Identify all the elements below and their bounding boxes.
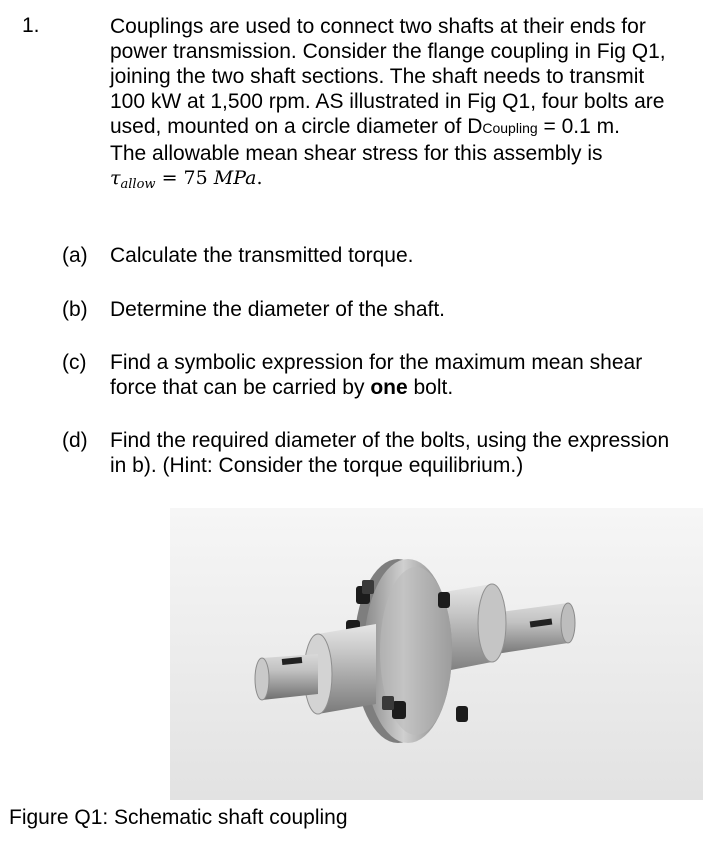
tau-symbol: τ (110, 167, 121, 189)
intro-line: 100 kW at 1,500 rpm. AS illustrated in Fig Q1, four bolts are (110, 90, 665, 113)
part-text: Determine the diameter of the shaft. (110, 298, 446, 321)
intro-line: The allowable mean shear stress for this assembly is (110, 142, 603, 165)
part-text (110, 375, 715, 400)
part-text: Find a symbolic expression for the maximum mean shear (110, 351, 643, 374)
left-shaft (255, 654, 318, 700)
intro-line: Couplings are used to connect two shafts at their ends for (110, 15, 646, 38)
stress-equals: = 75 (155, 167, 214, 189)
tau-subscript: allow (120, 177, 156, 192)
intro-line: power transmission. Consider the flange coupling in Fig Q1, (110, 40, 666, 63)
intro-line: joining the two shaft sections. The shaft needs to transmit (110, 65, 645, 88)
coupling-subscript: Coupling (482, 120, 538, 136)
intro-line5-prefix: used, mounted on a circle diameter of D (110, 115, 483, 138)
part-text: Find the required diameter of the bolts, using the expression (110, 429, 670, 452)
intro-line5-suffix: = 0.1 m. (537, 115, 620, 138)
bolt (456, 706, 468, 722)
bolt (438, 592, 450, 608)
stress-unit: MPa (213, 167, 257, 189)
part-c-line2-suffix: bolt. (407, 376, 454, 399)
part-label: (b) (62, 298, 88, 321)
part-text: in b). (Hint: Consider the torque equilibrium.) (110, 454, 524, 477)
figure-caption: Figure Q1: Schematic shaft coupling (9, 806, 348, 829)
question-intro (110, 14, 715, 193)
part-c-bold-word: one (370, 376, 408, 399)
part-c-line2-prefix: force that can be carried by (110, 376, 371, 399)
part-text: Calculate the transmitted torque. (110, 244, 414, 267)
part-label: (d) (62, 429, 88, 452)
allowable-stress-formula (110, 166, 715, 193)
coupling-figure (170, 508, 703, 800)
intro-line (110, 114, 715, 141)
coupling-illustration (170, 508, 703, 800)
question-number: 1. (22, 14, 40, 37)
stress-end: . (256, 167, 263, 189)
part-label: (c) (62, 351, 87, 374)
part-label: (a) (62, 244, 88, 267)
